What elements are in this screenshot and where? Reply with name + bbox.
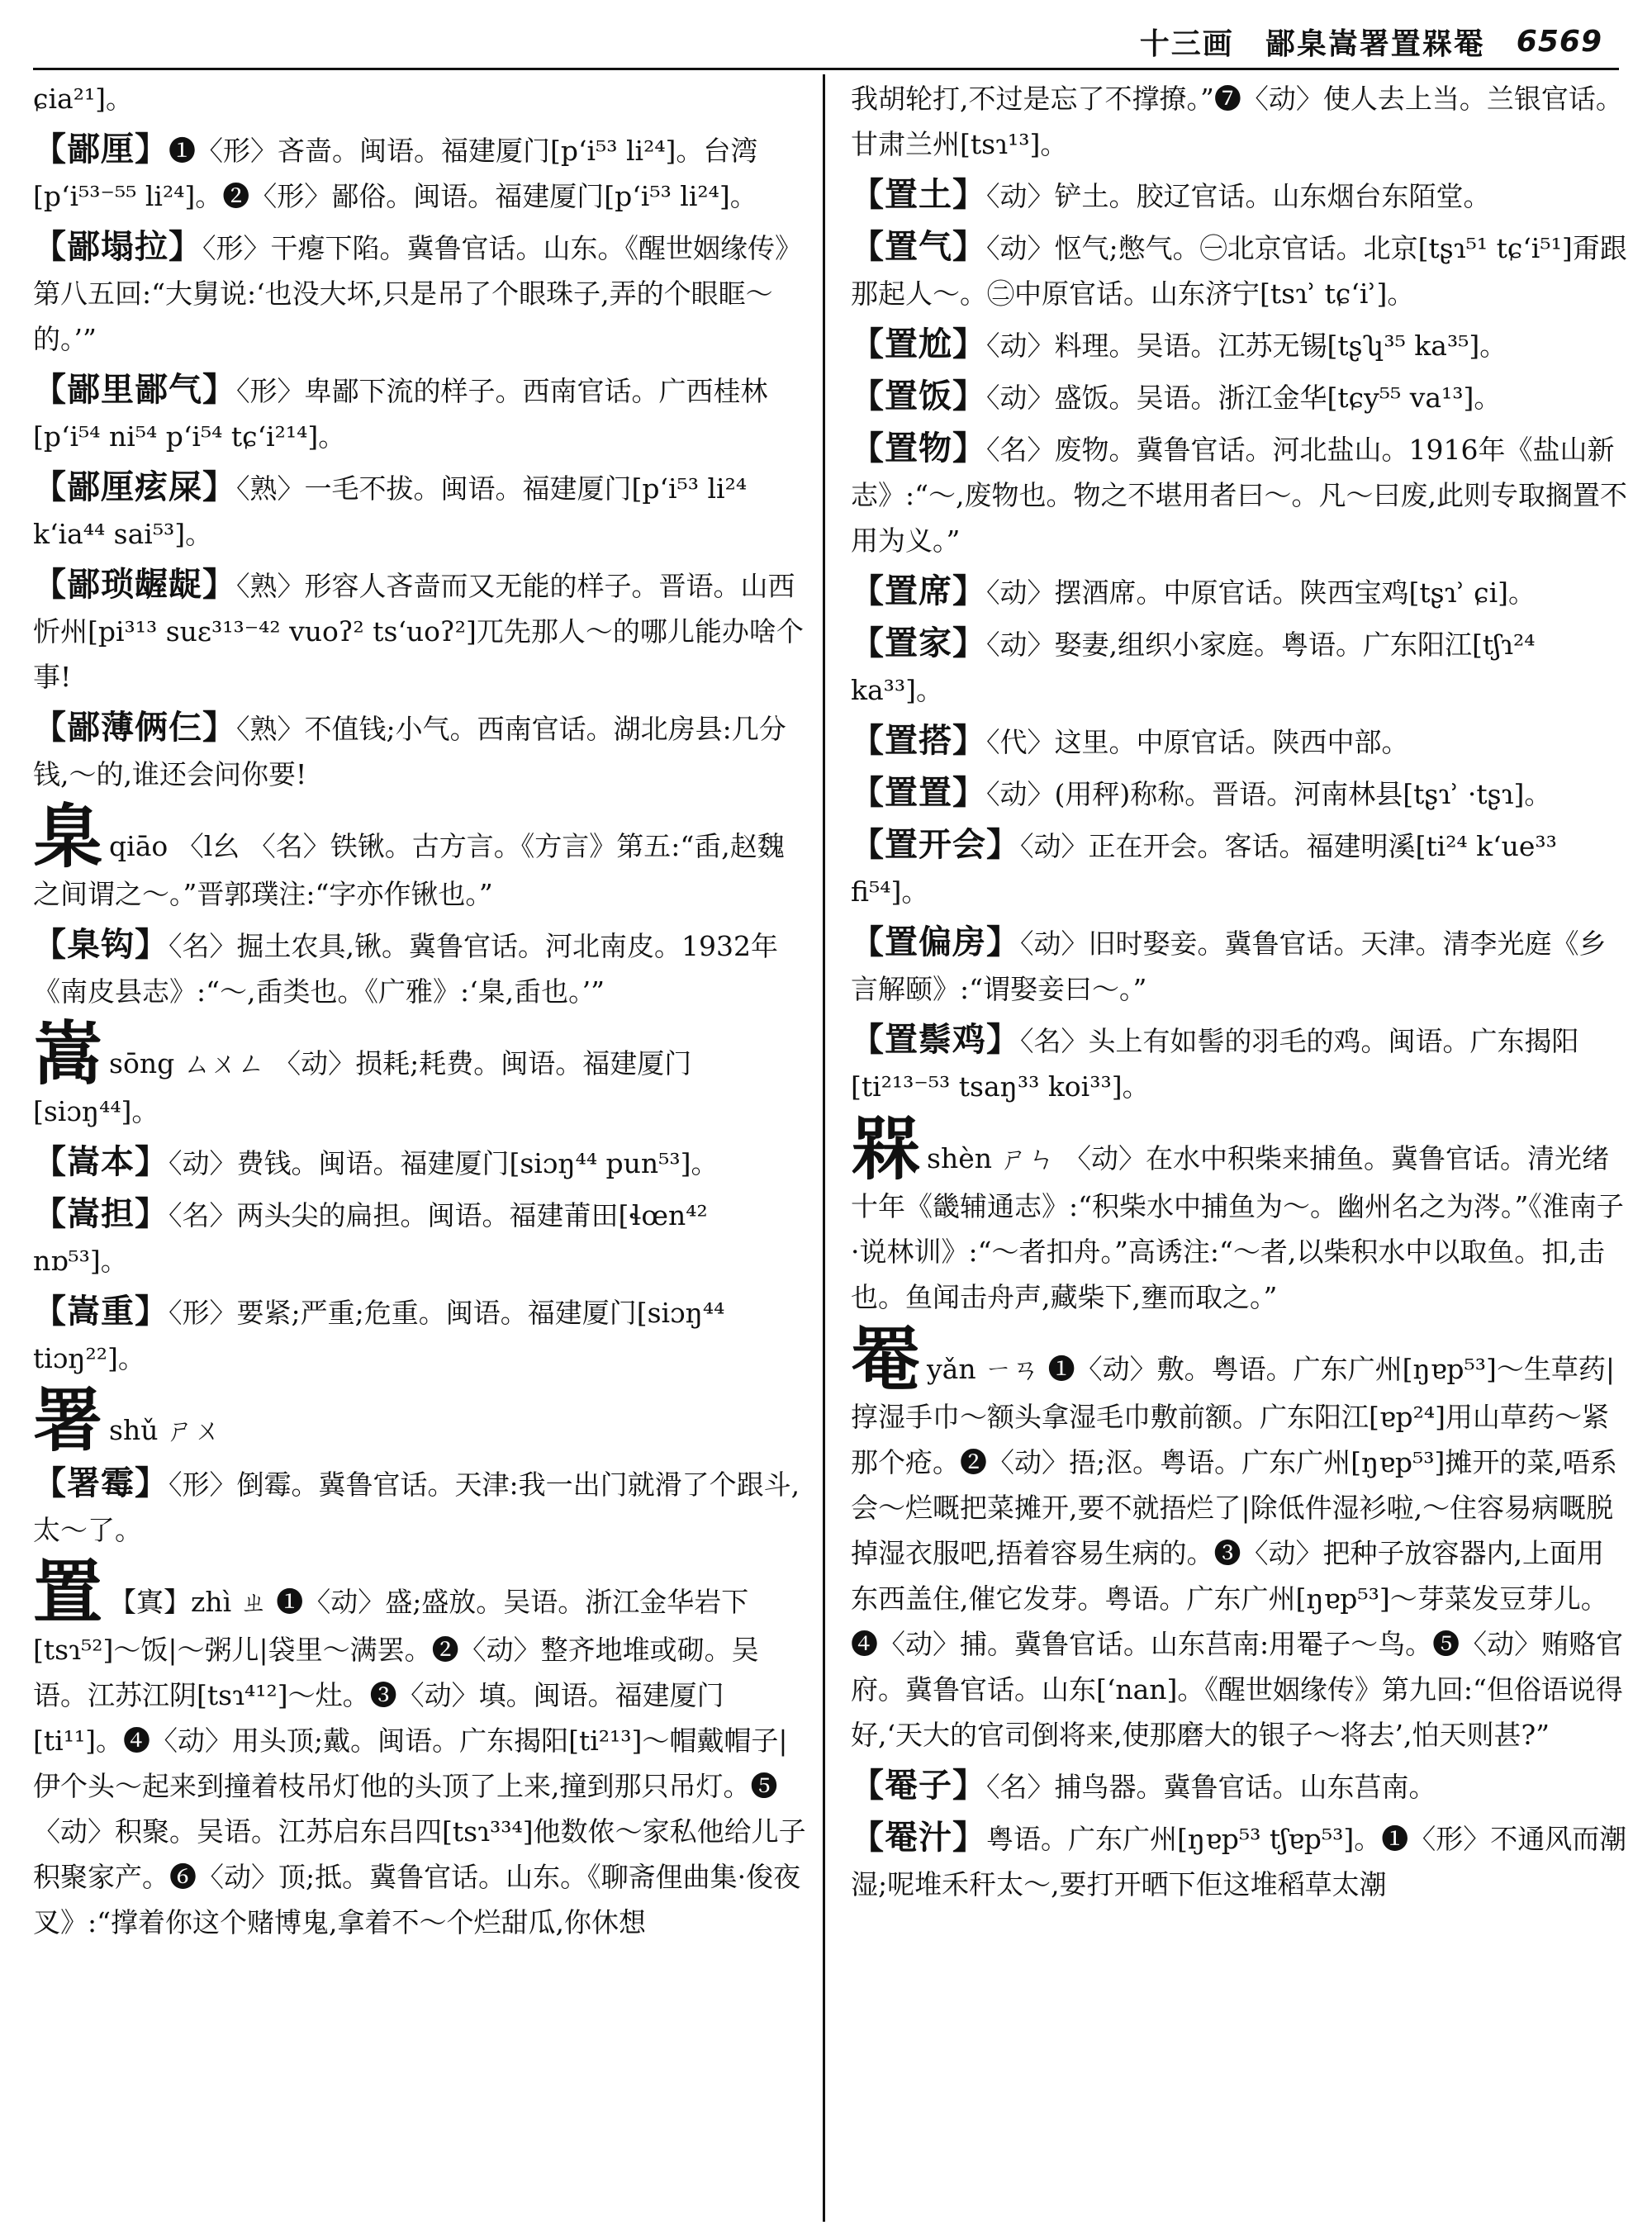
entry-headword: 【置偏房】 <box>851 923 1020 961</box>
entry-text: 〈名〉两头尖的扁担。闽语。福建莆田[ɬœn⁴² nɒ⁵³]。 <box>33 1199 708 1277</box>
entry-text: 〈名〉废物。冀鲁官话。河北盐山。1916年《盐山新志》:“～,废物也。物之不堪用者曰～。凡～曰废,此则专取搁置不用为义。” <box>851 434 1627 557</box>
entry-text: 我胡轮打,不过是忘了不撑撩。”❼〈动〉使人去上当。兰银官话。甘肃兰州[tsɿ¹³]。 <box>851 83 1623 160</box>
entry-text: 【寘】zhì ㄓ ❶〈动〉盛;盛放。吴语。浙江金华岩下[tsɿ⁵²]～饭|～粥儿|袋里～满罢。❷〈动〉整齐地堆或砌。吴语。江苏江阴[tsɿ⁴¹²]～灶。❸〈动〉填。闽语。福建厦门[ti¹¹]。❹〈动〉用头顶;戴。闽语。广东揭阳[ti²¹³]～帽戴帽子|伊个头～起来到撞着枝吊灯他的头顶了上来,撞到那只吊灯。❺〈动〉积聚。吴语。江苏启东吕四[tsɿ³³⁴]他数侬～家私他给儿子积聚家产。❻〈动〉顶;抵。冀鲁官话。山东。《聊斋俚曲集·俊夜叉》:“撑着你这个赌博鬼,拿着不～个烂甜瓜,你休想 <box>33 1586 806 1938</box>
entry-headword: 【鄙塌拉】 <box>33 227 202 266</box>
sub-entry <box>851 1763 1627 1810</box>
entry-headword: 【罨子】 <box>851 1766 986 1805</box>
sub-entry <box>851 1815 1627 1907</box>
entry-text: 〈动〉正在开会。客话。福建明溪[ti²⁴ kʻue³³ fi⁵⁴]。 <box>851 830 1557 908</box>
entry-text: 〈动〉费钱。闽语。福建厦门[siɔŋ⁴⁴ pun⁵³]。 <box>169 1147 719 1179</box>
sub-entry <box>33 705 809 797</box>
entry-text: 〈动〉铲土。胶辽官话。山东烟台东陌堂。 <box>986 180 1491 212</box>
entry-text: 〈形〉卑鄙下流的样子。西南官话。广西桂林[pʻi⁵⁴ ni⁵⁴ pʻi⁵⁴ tɕʻi²¹⁴]。 <box>33 375 768 453</box>
right-column <box>851 76 1627 2223</box>
entry-headword: 【置饭】 <box>851 377 986 415</box>
entry-text: ❶〈形〉吝啬。闽语。福建厦门[pʻi⁵³ li²⁴]。台湾[pʻi⁵³⁻⁵⁵ li²⁴]。❷〈形〉鄙俗。闽语。福建厦门[pʻi⁵³ li²⁴]。 <box>33 135 758 212</box>
entry-text: 〈动〉娶妻,组织小家庭。粤语。广东阳江[tʃɿ²⁴ ka³³]。 <box>851 629 1536 706</box>
entry-continuation <box>33 76 809 121</box>
entry-headword: 【罨汁】 <box>851 1818 986 1857</box>
sub-entry <box>851 822 1627 914</box>
entry-headword: 【鄙里鄙气】 <box>33 370 236 409</box>
entry-text: 〈动〉(用秤)称称。晋语。河南林县[tʂɿʾ ·tʂɿ]。 <box>986 778 1552 810</box>
head-entry <box>851 1318 1627 1758</box>
entry-headword: 【置气】 <box>851 227 986 266</box>
entry-text: 〈熟〉不值钱;小气。西南官话。湖北房县:几分钱,～的,谁还会问你要! <box>33 713 786 790</box>
entry-headword: 【置席】 <box>851 572 986 610</box>
sub-entry <box>33 1191 809 1283</box>
entry-text: 〈熟〉一毛不拔。闽语。福建厦门[pʻi⁵³ li²⁴ kʻia⁴⁴ sai⁵³]。 <box>33 472 748 550</box>
head-character: 嵩 <box>33 1013 103 1094</box>
entry-text: 〈动〉怄气;憋气。㊀北京官话。北京[tʂɿ⁵¹ tɕʻi⁵¹]甭跟那起人～。㊁中原官话。山东济宁[tsɿʾ tɕʻiʾ]。 <box>851 232 1627 310</box>
entry-headword: 【嵩重】 <box>33 1292 169 1331</box>
sub-entry <box>851 770 1627 817</box>
entry-headword: 【置家】 <box>851 624 986 662</box>
entry-headword: 【嵩本】 <box>33 1142 169 1181</box>
head-entry <box>851 1108 1627 1320</box>
sub-entry <box>851 425 1627 563</box>
sub-entry <box>33 1460 809 1553</box>
entry-text: 〈名〉捕鸟器。冀鲁官话。山东莒南。 <box>986 1771 1436 1803</box>
entry-text: shèn ㄕㄣ 〈动〉在水中积柴来捕鱼。冀鲁官话。清光绪十年《畿辅通志》:“积柴水中捕鱼为～。幽州名之为涔。”《淮南子·说林训》:“～者扣舟。”高诱注:“～者,以柴积水中以取鱼。扣,击也。鱼闻击舟声,藏柴下,壅而取之。” <box>851 1142 1624 1313</box>
head-character: 置 <box>33 1551 103 1633</box>
entry-headword: 【鄙厘】 <box>33 130 169 168</box>
page-header <box>1074 17 1602 66</box>
entry-headword: 【置置】 <box>851 773 986 812</box>
sub-entry <box>33 367 809 459</box>
entry-text: 〈名〉头上有如髻的羽毛的鸡。闽语。广东揭阳[ti²¹³⁻⁵³ tsaŋ³³ koi³³]。 <box>851 1025 1579 1103</box>
column-divider <box>823 74 825 2222</box>
sub-entry <box>33 224 809 362</box>
sub-entry <box>33 922 809 1014</box>
entry-headword: 【署霉】 <box>33 1464 169 1502</box>
head-entry <box>33 1379 809 1461</box>
entry-text: ɕia²¹]。 <box>33 83 134 115</box>
entry-continuation <box>851 76 1627 167</box>
sub-entry <box>851 620 1627 713</box>
entry-text: sōng ㄙㄨㄥ 〈动〉损耗;耗费。闽语。福建厦门[siɔŋ⁴⁴]。 <box>33 1047 692 1127</box>
entry-text: 〈动〉旧时娶妾。冀鲁官话。天津。清李光庭《乡言解颐》:“谓娶妾曰～。” <box>851 928 1607 1005</box>
sub-entry <box>33 562 809 700</box>
entry-headword: 【置鬃鸡】 <box>851 1020 1020 1059</box>
entry-headword: 【置尬】 <box>851 325 986 363</box>
left-column <box>33 76 809 2223</box>
entry-headword: 【鄙琐龌龊】 <box>33 565 236 604</box>
sub-entry <box>851 321 1627 368</box>
head-character: 槑 <box>851 1108 921 1189</box>
entry-text: 〈动〉摆酒席。中原官话。陕西宝鸡[tʂɿʾ ɕi]。 <box>986 576 1536 609</box>
sub-entry <box>851 718 1627 765</box>
head-character: 罨 <box>851 1318 921 1400</box>
head-entry <box>33 1013 809 1134</box>
sub-entry <box>851 224 1627 316</box>
header-characters: 鄙臬嵩署置槑罨 <box>1265 26 1485 61</box>
entry-text: 〈动〉料理。吴语。江苏无锡[tʂʮ³⁵ ka³⁵]。 <box>986 330 1507 362</box>
entry-headword: 【置土】 <box>851 175 986 214</box>
entry-headword: 【鄙厘痃屎】 <box>33 467 236 506</box>
entry-headword: 【置开会】 <box>851 825 1020 864</box>
entry-text: 〈名〉掘土农具,锹。冀鲁官话。河北南皮。1932年《南皮县志》:“～,臿类也。《广雅》:‘臬,臿也。’” <box>33 930 778 1008</box>
head-character: 署 <box>33 1379 103 1461</box>
sub-entry <box>851 919 1627 1012</box>
sub-entry <box>851 568 1627 615</box>
sub-entry <box>851 172 1627 219</box>
entry-text: yǎn ㄧㄢ ❶〈动〉敷。粤语。广东广州[ŋɐp⁵³]～生草药|㨃湿手巾～额头拿湿毛巾敷前额。广东阳江[ɐp²⁴]用山草药～紧那个疮。❷〈动〉捂;沤。粤语。广东广州[ŋɐp⁵³]摊开的菜,唔系会～烂嘅把菜摊开,要不就捂烂了|除低件湿衫啦,～住容易病嘅脱掉湿衣服吧,捂着容易生病的。❸〈动〉把种子放容器内,上面用东西盖住,催它发芽。粤语。广东广州[ŋɐp⁵³]～芽菜发豆芽儿。❹〈动〉捕。冀鲁官话。山东莒南:用罨子～鸟。❺〈动〉贿赂官府。冀鲁官话。山东[ʻnan]。《醒世姻缘传》第九回:“但俗语说得好,‘天大的官司倒将来,使那磨大的银子～将去’,怕天则甚?” <box>851 1353 1624 1751</box>
sub-entry <box>33 464 809 557</box>
entry-text: 〈形〉要紧;严重;危重。闽语。福建厦门[siɔŋ⁴⁴ tiɔŋ²²]。 <box>33 1297 725 1374</box>
head-character: 臬 <box>33 795 103 877</box>
entry-headword: 【嵩担】 <box>33 1194 169 1233</box>
head-entry <box>33 1551 809 1945</box>
sub-entry <box>851 373 1627 420</box>
head-entry <box>33 795 809 917</box>
page-number: 6569 <box>1516 24 1602 59</box>
header-rule <box>33 68 1619 70</box>
sub-entry <box>33 1288 809 1381</box>
sub-entry <box>33 126 809 219</box>
entry-text: qiāo 〈l幺 〈名〉铁锹。古方言。《方言》第五:“臿,赵魏之间谓之～。”晋郭璞注:“字亦作锹也。” <box>33 830 785 910</box>
entry-text: 〈代〉这里。中原官话。陕西中部。 <box>986 726 1409 758</box>
entry-text: 粤语。广东广州[ŋɐp⁵³ tʃɐp⁵³]。❶〈形〉不通风而潮湿;呢堆禾秆太～,要打开晒下佢这堆稻草太潮 <box>851 1823 1627 1900</box>
entry-text: shǔ ㄕㄨ <box>109 1414 221 1446</box>
entry-text: 〈形〉干瘪下陷。冀鲁官话。山东。《醒世姻缘传》第八五回:“大舅说:‘也没大坏,只是吊了个眼珠子,弄的个眼眶～的。’” <box>33 232 802 355</box>
entry-headword: 【鄙薄俩仨】 <box>33 708 236 747</box>
entry-headword: 【置物】 <box>851 429 986 467</box>
entry-text: 〈熟〉形容人吝啬而又无能的样子。晋语。山西忻州[pi³¹³ suɛ³¹³⁻⁴² vuoʔ² tsʻuoʔ²]兀先那人～的哪儿能办啥个事! <box>33 570 804 693</box>
entry-text: 〈动〉盛饭。吴语。浙江金华[tɕy⁵⁵ va¹³]。 <box>986 382 1502 414</box>
header-section: 十三画 <box>1139 26 1234 61</box>
entry-text: 〈形〉倒霉。冀鲁官话。天津:我一出门就滑了个跟斗,太～了。 <box>33 1468 800 1546</box>
sub-entry <box>851 1017 1627 1109</box>
sub-entry <box>33 1139 809 1186</box>
entry-headword: 【置搭】 <box>851 721 986 760</box>
entry-headword: 【臬钩】 <box>33 925 169 964</box>
